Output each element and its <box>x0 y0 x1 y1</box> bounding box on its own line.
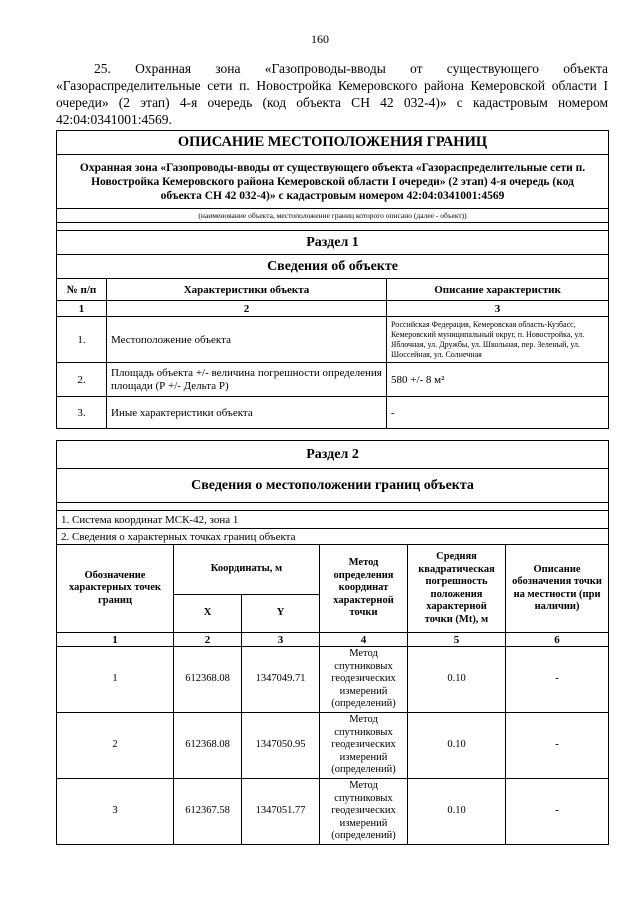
doc-title: ОПИСАНИЕ МЕСТОПОЛОЖЕНИЯ ГРАНИЦ <box>57 131 609 155</box>
point-id: 3 <box>57 779 174 845</box>
point-x: 612368.08 <box>174 713 242 779</box>
characteristic-value: 580 +/- 8 м² <box>387 363 609 397</box>
row-number: 2. <box>57 363 107 397</box>
table-row <box>57 647 609 713</box>
object-name-note: (наименование объекта, местоположение границ которого описано (далее - объект)) <box>57 209 609 223</box>
characteristic-name: Площадь объекта +/- величина погрешности определения площади (Р +/- Дельта Р) <box>107 363 387 397</box>
characteristic-value: Российская Федерация, Кемеровская область-Кузбасс, Кемеровский муниципальный округ, п. Новостройка, ул. Яблочная, ул. Дружбы, ул. Школьная, пер. Зеленый, ул. Шоссейная, ул. Солнечная <box>387 317 609 363</box>
point-y: 1347049.71 <box>242 647 320 713</box>
point-marking: - <box>506 779 609 845</box>
col-number: 3 <box>387 301 609 317</box>
object-name: Охранная зона «Газопроводы-вводы от существующего объекта «Газораспределительные сети п. Новостройка Кемеровского района Кемеровской области I очереди» (2 этап) 4-я очередь (код объекта СН 42 032-4)» с кадастровым номером 42:04:0341001:4569 <box>57 155 609 209</box>
coordinate-system: 1. Система координат МСК-42, зона 1 <box>57 511 609 529</box>
col-number: 5 <box>408 633 506 647</box>
point-marking: - <box>506 713 609 779</box>
row-number: 1. <box>57 317 107 363</box>
table-row <box>57 317 609 363</box>
spacer-row <box>57 223 609 231</box>
table-row <box>57 713 609 779</box>
points-caption: 2. Сведения о характерных точках границ объекта <box>57 529 609 545</box>
characteristic-name: Иные характеристики объекта <box>107 397 387 429</box>
section1-subtitle: Сведения об объекте <box>57 255 609 279</box>
point-y: 1347050.95 <box>242 713 320 779</box>
col-header-description: Описание характеристик <box>387 279 609 301</box>
table-row <box>57 363 609 397</box>
col-number: 2 <box>107 301 387 317</box>
col-number: 1 <box>57 633 174 647</box>
point-x: 612367.58 <box>174 779 242 845</box>
table-row <box>57 779 609 845</box>
col-header-num: № п/п <box>57 279 107 301</box>
object-description-table <box>56 130 609 429</box>
header-method: Метод определения координат характерной точки <box>320 545 408 633</box>
boundary-points-table <box>56 440 609 845</box>
section2-title: Раздел 2 <box>57 441 609 469</box>
characteristic-value: - <box>387 397 609 429</box>
spacer-row <box>57 503 609 511</box>
point-x: 612368.08 <box>174 647 242 713</box>
header-marking: Описание обозначения точки на местности (при наличии) <box>506 545 609 633</box>
header-y: Y <box>242 595 320 633</box>
intro-paragraph <box>56 60 608 128</box>
point-marking: - <box>506 647 609 713</box>
point-id: 1 <box>57 647 174 713</box>
point-accuracy: 0.10 <box>408 779 506 845</box>
section2-subtitle: Сведения о местоположении границ объекта <box>57 469 609 503</box>
point-y: 1347051.77 <box>242 779 320 845</box>
characteristic-name: Местоположение объекта <box>107 317 387 363</box>
col-number: 3 <box>242 633 320 647</box>
col-number: 4 <box>320 633 408 647</box>
point-accuracy: 0.10 <box>408 647 506 713</box>
col-number: 6 <box>506 633 609 647</box>
point-method: Метод спутниковых геодезических измерений (определений) <box>320 779 408 845</box>
point-method: Метод спутниковых геодезических измерений (определений) <box>320 713 408 779</box>
row-number: 3. <box>57 397 107 429</box>
point-method: Метод спутниковых геодезических измерений (определений) <box>320 647 408 713</box>
intro-text: 25. Охранная зона «Газопроводы-вводы от существующего объекта «Газораспределительные сети п. Новостройка Кемеровского района Кемеровской области I очереди» (2 этап) 4-я очередь (код объекта СН 42 032-4)» с кадастровым номером 42:04:0341001:4569. <box>56 61 608 127</box>
header-coordinates: Координаты, м <box>174 545 320 595</box>
header-x: X <box>174 595 242 633</box>
section1-title: Раздел 1 <box>57 231 609 255</box>
header-designation: Обозначение характерных точек границ <box>57 545 174 633</box>
col-number: 1 <box>57 301 107 317</box>
point-accuracy: 0.10 <box>408 713 506 779</box>
point-id: 2 <box>57 713 174 779</box>
page-number: 160 <box>311 32 329 46</box>
col-header-characteristic: Характеристики объекта <box>107 279 387 301</box>
col-number: 2 <box>174 633 242 647</box>
table-row <box>57 397 609 429</box>
header-accuracy: Средняя квадратическая погрешность положения характерной точки (Mt), м <box>408 545 506 633</box>
